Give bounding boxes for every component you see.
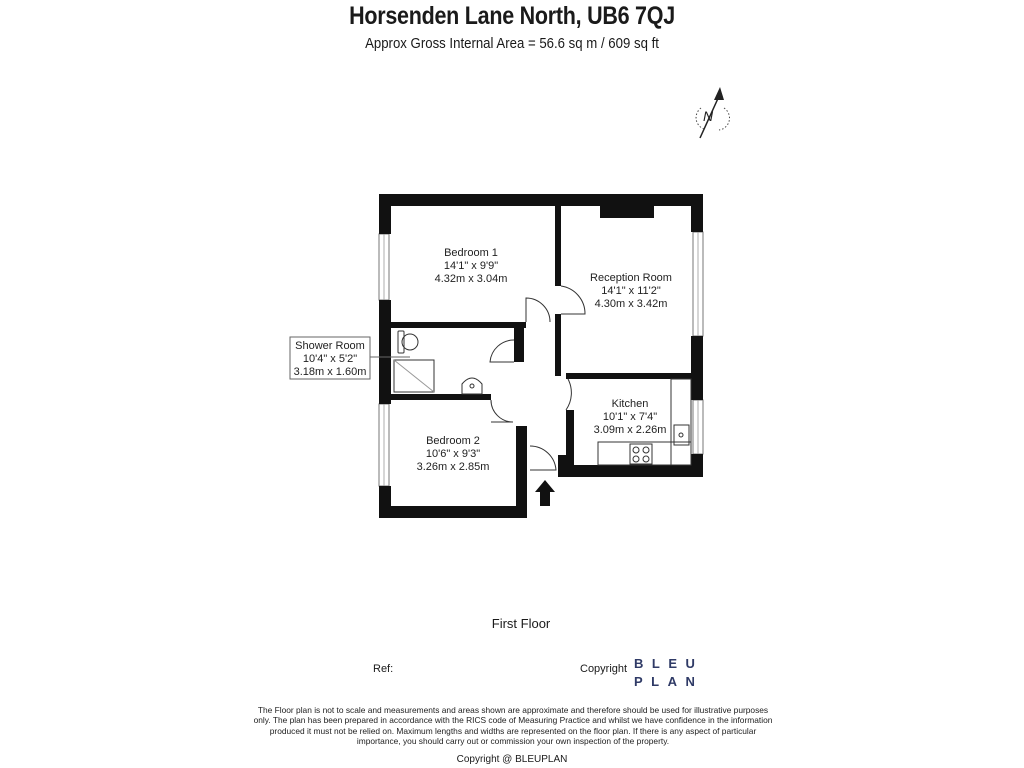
bedroom-2-imperial: 10'6" x 9'3" bbox=[425, 448, 481, 460]
reception-room-label bbox=[590, 272, 672, 310]
compass-label: N bbox=[703, 108, 714, 124]
bedroom-2-name: Bedroom 2 bbox=[426, 435, 480, 447]
shower-room-imperial: 10'4" x 5'2" bbox=[302, 353, 358, 365]
copyright-label: Copyright bbox=[580, 663, 628, 675]
bedroom-2-label bbox=[417, 435, 490, 473]
shower-fixtures bbox=[394, 331, 482, 394]
logo-line-2: PLAN bbox=[634, 674, 704, 689]
shower-room-callout bbox=[290, 337, 410, 379]
ref-label: Ref: bbox=[373, 663, 394, 675]
bedroom-1-label bbox=[435, 247, 508, 285]
shower-room-name: Shower Room bbox=[295, 340, 365, 352]
basin-icon bbox=[462, 378, 482, 394]
footer-copyright: Copyright @ BLEUPLAN bbox=[456, 754, 568, 765]
hob-icon bbox=[630, 444, 652, 464]
reception-room-imperial: 14'1" x 11'2" bbox=[601, 285, 661, 297]
kitchen-metric: 3.09m x 2.26m bbox=[593, 424, 667, 436]
reception-room-metric: 4.30m x 3.42m bbox=[594, 298, 668, 310]
logo-line-1: BLEU bbox=[634, 656, 704, 671]
entrance-arrow-icon bbox=[535, 480, 555, 506]
kitchen-label bbox=[594, 398, 667, 436]
floor-label: First Floor bbox=[491, 616, 551, 631]
kitchen-name: Kitchen bbox=[611, 398, 649, 410]
bleuplan-logo bbox=[634, 655, 703, 691]
shower-room-metric: 3.18m x 1.60m bbox=[293, 366, 367, 378]
gross-area-subtitle: Approx Gross Internal Area = 56.6 sq m / 609 sq ft bbox=[365, 35, 659, 52]
page-title: Horsenden Lane North, UB6 7QJ bbox=[349, 2, 675, 30]
bedroom-1-imperial: 14'1" x 9'9" bbox=[443, 260, 499, 272]
bedroom-2-metric: 3.26m x 2.85m bbox=[416, 461, 490, 473]
bedroom-1-name: Bedroom 1 bbox=[444, 247, 498, 259]
disclaimer-text: The Floor plan is not to scale and measurements and areas shown are approximate and therefore should be used for illustrative purposes only. The plan has been prepared in accordance with the RICS code of Measuring Practice and whilst we have confidence in the information produced it must not be relied on. Maximum lengths and widths are represented on the floor plan. If there is any aspect of particular importance, you should carry out or commission your own inspection of the property. bbox=[253, 705, 773, 747]
kitchen-imperial: 10'1" x 7'4" bbox=[602, 411, 658, 423]
bedroom-1-metric: 4.32m x 3.04m bbox=[434, 273, 508, 285]
compass-icon bbox=[696, 87, 729, 138]
reception-room-name: Reception Room bbox=[590, 272, 672, 284]
